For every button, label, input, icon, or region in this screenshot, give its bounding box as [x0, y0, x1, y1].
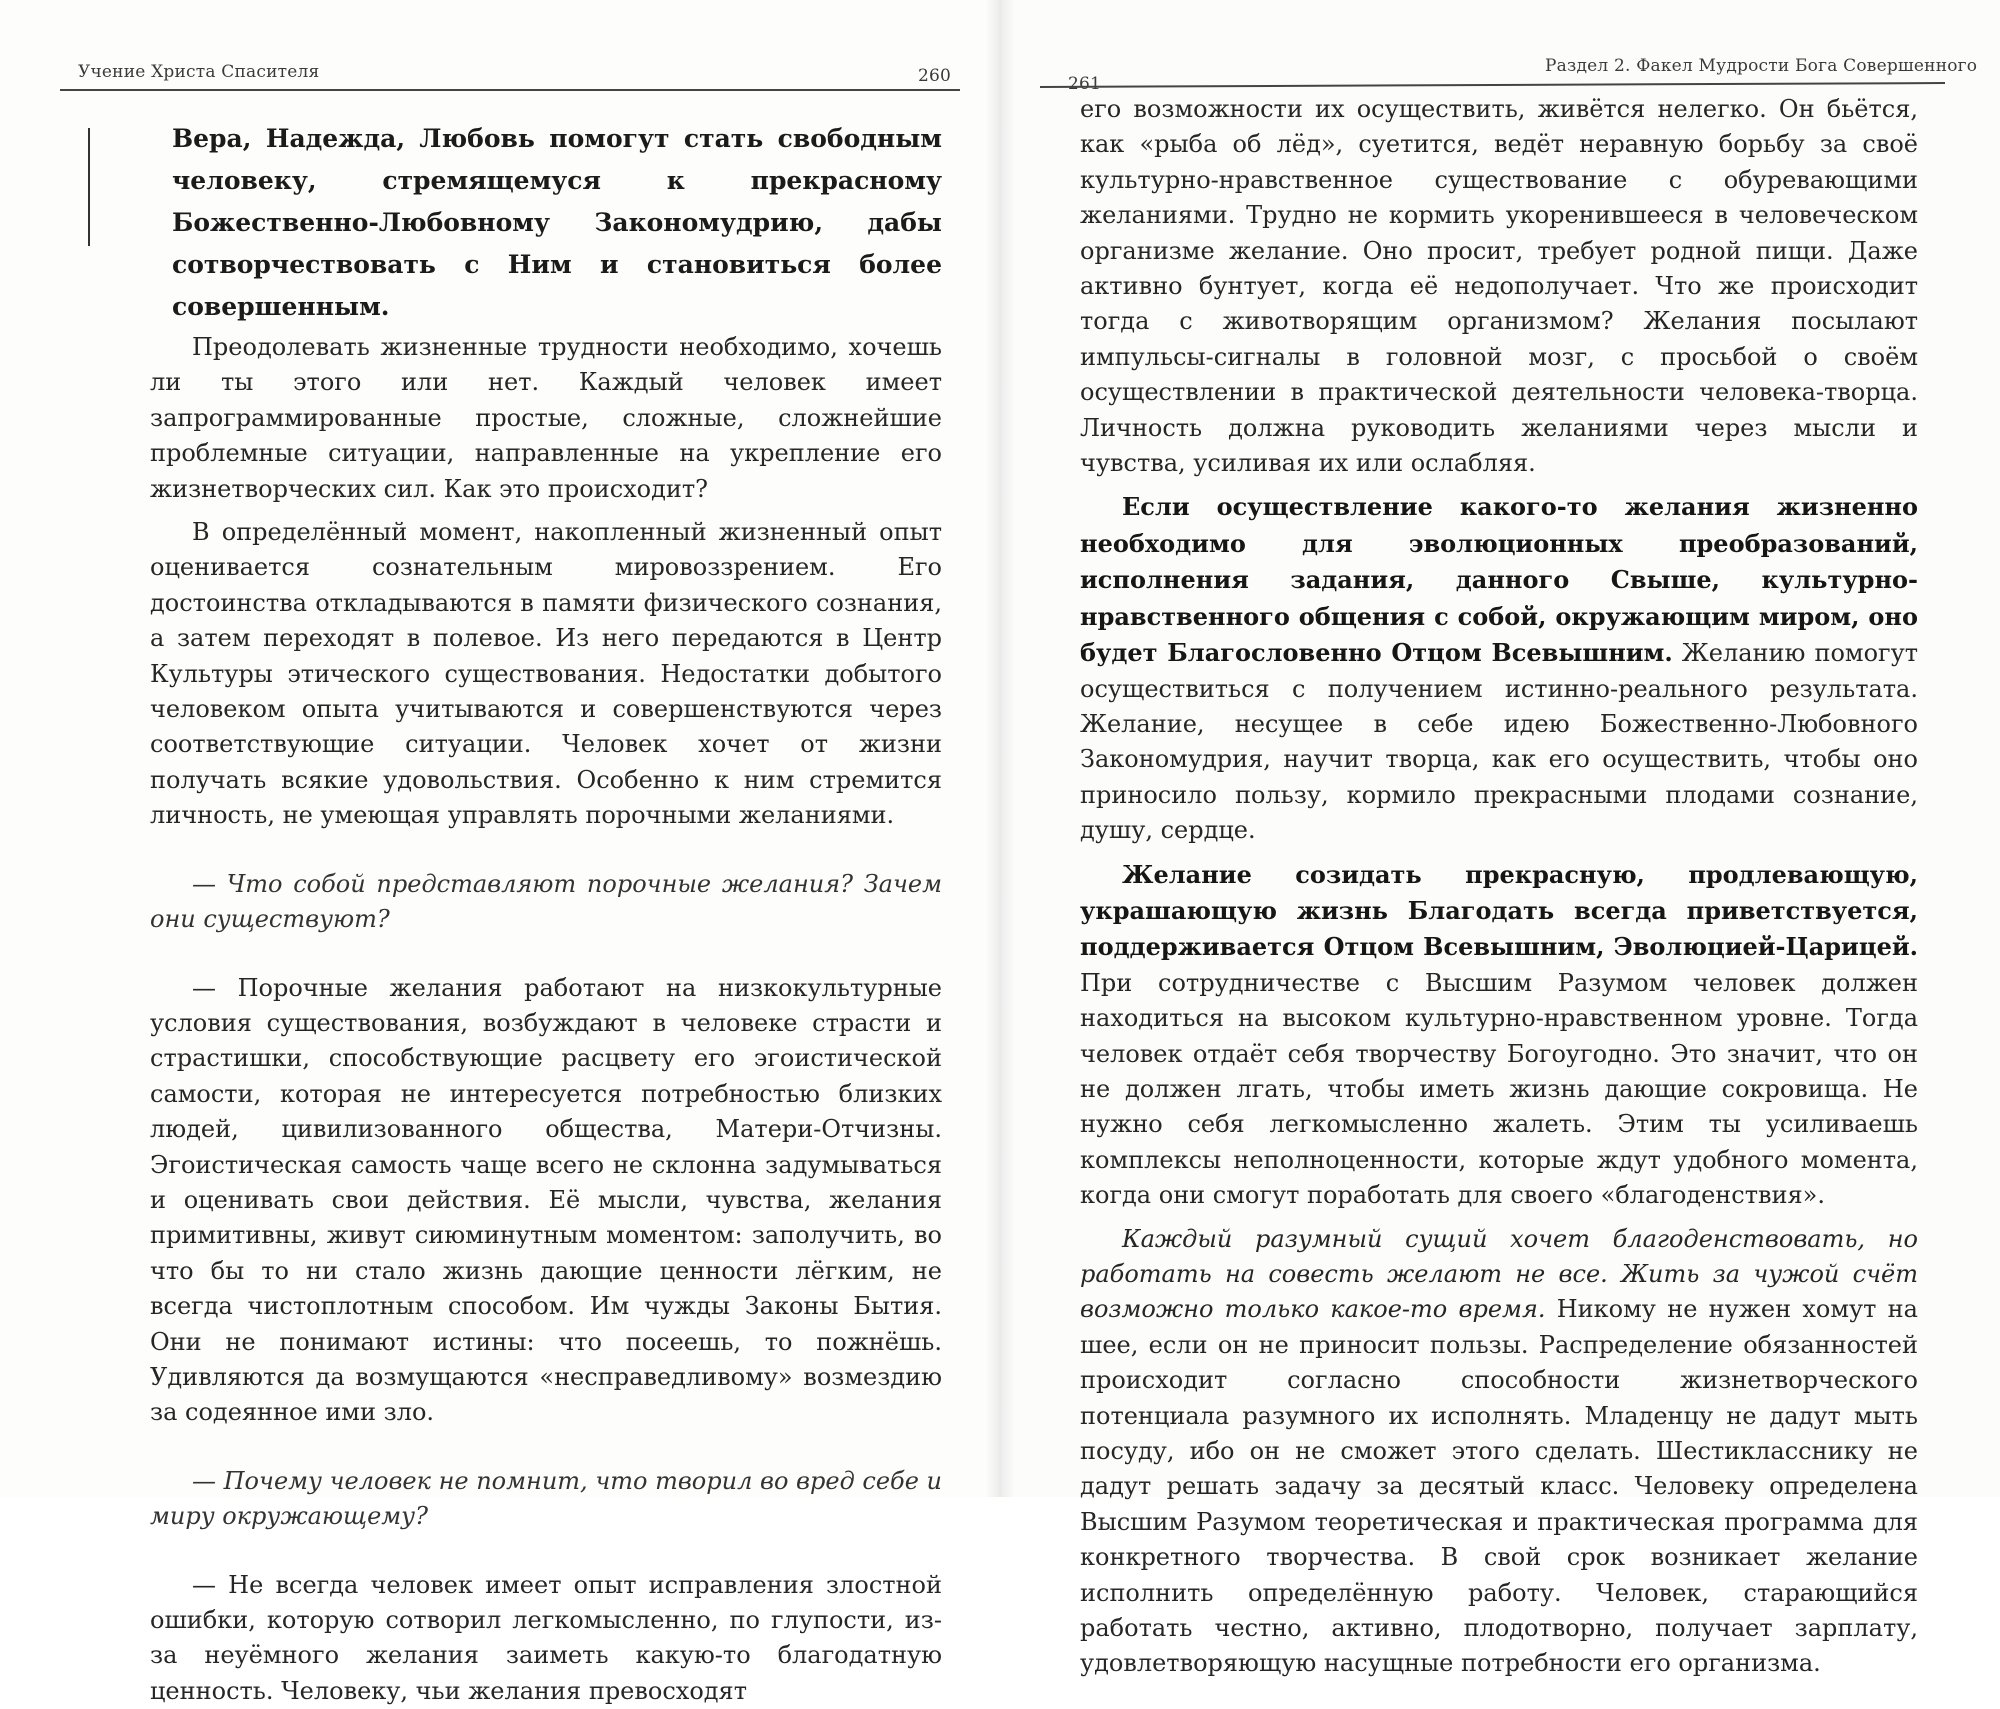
right-body-text: [1080, 92, 1918, 1682]
paragraph: В определённый момент, накопленный жизненный опыт оценивается сознательным мировоззрением. Его достоинства откладываются в памяти физического сознания, а затем переходят в полевое. Из него передаются в Центр Культуры этического существования. Недостатки добытого человеком опыта учитываются и совершенствуются через соответствующие ситуации. Человек хочет от жизни получать всякие удовольствия. Особенно к ним стремится личность, не умеющая управлять порочными желаниями.: [150, 518, 942, 830]
paragraph: [1080, 857, 1918, 1214]
paragraph: — Не всегда человек имеет опыт исправления злостной ошибки, которую сотворил легкомысленно, по глупости, из-за неуёмного желания заиметь какую-то благодатную ценность. Человеку, чьи желания превосходят: [150, 1570, 942, 1705]
right-page: [1000, 0, 2000, 1678]
bold-phrase: Желание созидать прекрасную, продлевающую, украшающую жизнь Благодать всегда приветствуется, поддерживается Отцом Всевышним, Эволюцией-Царицей.: [1080, 859, 1918, 962]
left-header-rule: [60, 89, 960, 91]
paragraph: его возможности их осуществить, живётся нелегко. Он бьётся, как «рыба об лёд», суетится, ведёт неравную борьбу за своё культурно-нравственное существование с обуревающими желаниями. Трудно не кормить укоренившееся в человеческом организме желание. Оно просит, требует родной пищи. Даже активно бунтует, когда её недополучает. Что же происходит тогда с животворящим организмом? Желания посылают импульсы-сигналы в головной мозг, с просьбой о своём осуществлении в практической деятельности человека-творца. Личность должна руководить желаниями через мысли и чувства, усиливая их или ослабляя.: [1080, 95, 1918, 478]
paragraph-text: Никому не нужен хомут на шее, если он не приносит пользы. Распределение обязанностей происходит согласно способности жизнетворческого потенциала разумного их исполнять. Младенцу не дадут мыть посуду, ибо он не сможет этого сделать. Шестикласснику не дадут решать задачу за десятый класс. Человеку определена Высшим Разумом теоретическая и практическая программа для конкретного творчества. В свой срок возникает желание исполнить определённую работу. Человек, старающийся работать честно, активно, плодотворно, получает зарплату, удовлетворяющую насущные потребности его организма.: [1080, 1295, 1918, 1678]
right-page-number: 261: [1068, 74, 1102, 94]
paragraph: [1080, 489, 1918, 848]
paragraph: [1080, 1222, 1918, 1682]
left-page-number: 260: [918, 66, 952, 86]
bold-phrase: Если осуществление какого-то желания жизненно необходимо для эволюционных преобразований, исполнения задания, данного Свыше, культурно-нравственного общения с собой, окружающим миром, оно будет Благословенно Отцом Всевышним.: [1080, 492, 1918, 668]
left-running-head: Учение Христа Спасителя: [78, 62, 320, 82]
question: — Что собой представляют порочные желания? Зачем они существуют?: [150, 869, 942, 934]
right-header-rule: [1040, 82, 1945, 88]
paragraph: Преодолевать жизненные трудности необходимо, хочешь ли ты этого или нет. Каждый человек имеет запрограммированные простые, сложные, сложнейшие проблемные ситуации, направленные на укрепление его жизнетворческих сил. Как это происходит?: [150, 333, 942, 503]
paragraph: — Порочные желания работают на низкокультурные условия существования, возбуждают в человеке страсти и страстишки, способствующие расцвету его эгоистической самости, которая не интересуется потребностью близких людей, цивилизованного общества, Матери-Отчизны. Эгоистическая самость чаще всего не склонна задумываться и оценивать свои действия. Её мысли, чувства, желания примитивны, живут сиюминутным моментом: заполучить, во что бы то ни стало жизнь дающие ценности лёгким, не всегда чистоплотным способом. Им чужды Законы Бытия. Они не понимают истины: что посеешь, то пожнёшь. Удивляются да возмущаются «несправедливому» возмездию за содеянное ими зло.: [150, 973, 942, 1427]
question: — Почему человек не помнит, что творил во вред себе и миру окружающему?: [150, 1466, 942, 1531]
book-gutter: [985, 0, 1015, 1497]
pull-quote-bar: [88, 128, 90, 246]
italic-phrase: Каждый разумный сущий хочет благоденствовать, но работать на совесть желают не все. Жить за чужой счёт возможно только какое-то время.: [1080, 1224, 1918, 1324]
paragraph-text: Желанию помогут осуществиться с получением истинно-реального результата. Желание, несущее в себе идею Божественно-Любовного Закономудрия, научит творца, как его осуществить, чтобы оно приносило пользу, кормило прекрасными плодами сознание, душу, сердце.: [1080, 639, 1918, 845]
left-page: [0, 0, 1000, 1705]
paragraph-text: При сотрудничестве с Высшим Разумом человек должен находиться на высоком культурно-нравственном уровне. Тогда человек отдаёт себя творчеству Богоугодно. Это значит, что он не должен лгать, чтобы иметь жизнь дающие сокровища. Не нужно себя легкомысленно жалеть. Этим ты усиливаешь комплексы неполноценности, которые ждут удобного момента, когда они смогут поработать для своего «благоденствия».: [1080, 968, 1918, 1210]
right-running-head: Раздел 2. Факел Мудрости Бога Совершенного: [1545, 56, 1978, 76]
pull-quote: Вера, Надежда, Любовь помогут стать свободным человеку, стремящемуся к прекрасному Божественно-Любовному Закономудрию, дабы сотворчествовать с Ним и становиться более совершенным.: [172, 124, 942, 321]
left-body-text: [150, 330, 942, 1709]
